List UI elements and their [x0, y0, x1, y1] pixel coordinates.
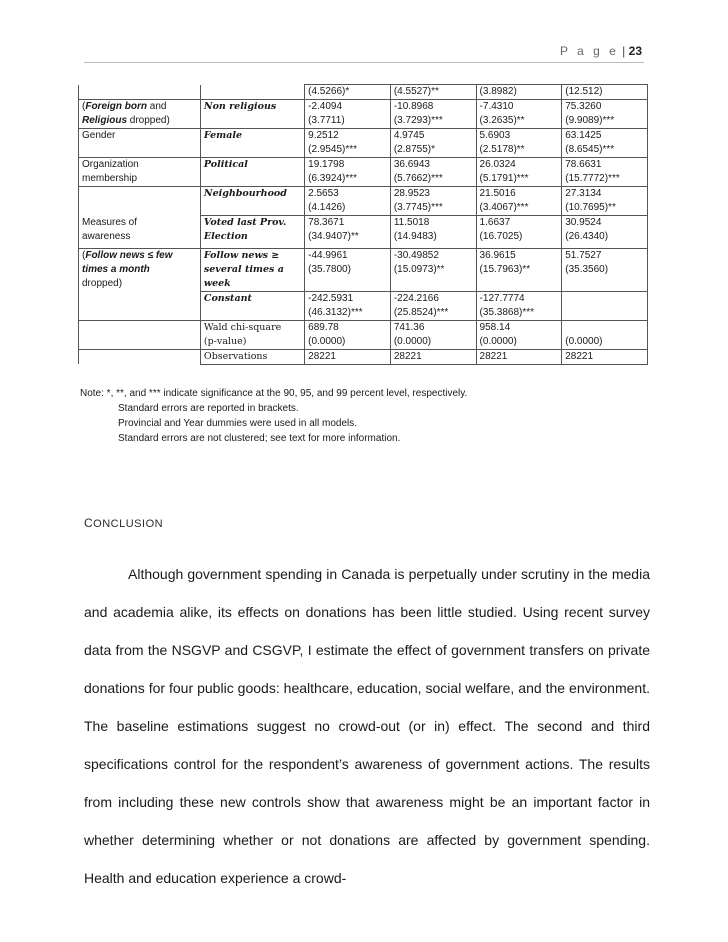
table-cell: 2.5653 (4.1426): [305, 187, 391, 216]
header-separator: |: [622, 44, 626, 58]
table-cell: -224.2166 (25.8524)***: [390, 291, 476, 320]
table-cell: Voted last Prov. Election: [200, 216, 304, 249]
table-cell: [562, 291, 648, 320]
table-cell: (3.8982): [476, 85, 562, 100]
table-cell: 26.0324 (5.1791)***: [476, 158, 562, 187]
table-row: [79, 187, 648, 216]
table-row: [79, 320, 648, 349]
table-cell: Non religious: [200, 100, 304, 129]
table-row: [79, 349, 648, 364]
note-line: Standard errors are reported in brackets.: [118, 403, 299, 414]
page-header: [560, 44, 642, 58]
table-cell: Measures of awareness: [79, 216, 201, 249]
table-cell: 689.78 (0.0000): [305, 320, 391, 349]
note-line: Standard errors are not clustered; see text for more information.: [118, 433, 401, 444]
page-number: 23: [628, 44, 642, 58]
table-cell: -127.7774 (35.3868)***: [476, 291, 562, 320]
section-heading: CONCLUSION: [84, 516, 164, 530]
table-cell: Female: [200, 129, 304, 158]
table-cell: [79, 187, 201, 216]
table-row: [79, 129, 648, 158]
table-row: [79, 291, 648, 320]
table-cell: [79, 349, 201, 364]
table-row: [79, 158, 648, 187]
table-cell: 28221: [390, 349, 476, 364]
table-cell: Neighbourhood: [200, 187, 304, 216]
table-cell: 78.3671 (34.9407)**: [305, 216, 391, 249]
table-cell: (4.5266)*: [305, 85, 391, 100]
table-cell: 5.6903 (2.5178)**: [476, 129, 562, 158]
note-line: Provincial and Year dummies were used in all models.: [118, 418, 358, 429]
table-cell: (12.512): [562, 85, 648, 100]
table-cell: 21.5016 (3.4067)***: [476, 187, 562, 216]
table-cell: 30.9524 (26.4340): [562, 216, 648, 249]
conclusion-paragraph: Although government spending in Canada is perpetually under scrutiny in the media and academia alike, its effects on donations has been little studied. Using recent survey data from the NSGVP and CSGVP, I estimate the effect of government transfers on private donations for four public goods: healthcare, education, social welfare, and the environment. The baseline estimations suggest no crowd-out (or in) effect. The second and third specifications control for the respondent’s awareness of government actions. The results from including these new controls show that awareness might be an important factor in whether determining whether or not donations are affected by government spending. Health and education experience a crowd-: [84, 566, 650, 886]
table-cell: -44.9961 (35.7800): [305, 248, 391, 291]
table-cell: 36.9615 (15.7963)**: [476, 248, 562, 291]
table-cell: (4.5527)**: [390, 85, 476, 100]
regression-table: [78, 84, 648, 365]
table-cell: [79, 320, 201, 349]
table-cell: Wald chi-square (p-value): [200, 320, 304, 349]
table-cell: 9.2512 (2.9545)***: [305, 129, 391, 158]
table-cell: 958.14 (0.0000): [476, 320, 562, 349]
table-cell: 28221: [562, 349, 648, 364]
table-cell: -242.5931 (46.3132)***: [305, 291, 391, 320]
table-cell: 27.3134 (10.7695)**: [562, 187, 648, 216]
table-cell: 63.1425 (8.6545)***: [562, 129, 648, 158]
table-notes: [80, 386, 467, 446]
table-cell: 741.36 (0.0000): [390, 320, 476, 349]
table-cell: 28.9523 (3.7745)***: [390, 187, 476, 216]
table-cell: Constant: [200, 291, 304, 320]
table-cell: [79, 291, 201, 320]
table-cell: -30.49852 (15.0973)**: [390, 248, 476, 291]
table-cell: (0.0000): [562, 320, 648, 349]
table-cell: 75.3260 (9.9089)***: [562, 100, 648, 129]
page-label: P a g e: [560, 44, 619, 58]
table-cell: -2.4094 (3.7711): [305, 100, 391, 129]
table-cell: Observations: [200, 349, 304, 364]
table-cell: (Follow news ≤ few times a month dropped): [79, 248, 201, 291]
table-cell: [200, 85, 304, 100]
table-cell: 1.6637 (16.7025): [476, 216, 562, 249]
table-row: [79, 85, 648, 100]
table-cell: [79, 85, 201, 100]
table-cell: Follow news ≥ several times a week: [200, 248, 304, 291]
table-row: [79, 248, 648, 291]
table-row: [79, 100, 648, 129]
table-cell: 28221: [305, 349, 391, 364]
note-line: Note: *, **, and *** indicate significance at the 90, 95, and 99 percent level, respectively.: [80, 388, 468, 399]
table-cell: -7.4310 (3.2635)**: [476, 100, 562, 129]
table-row: [79, 216, 648, 249]
table-cell: 28221: [476, 349, 562, 364]
table-cell: 51.7527 (35.3560): [562, 248, 648, 291]
table-cell: 78.6631 (15.7772)***: [562, 158, 648, 187]
table-cell: 4.9745 (2.8755)*: [390, 129, 476, 158]
table-cell: (Foreign born and Religious dropped): [79, 100, 201, 129]
table-cell: Organization membership: [79, 158, 201, 187]
table-cell: 36.6943 (5.7662)***: [390, 158, 476, 187]
table-cell: Political: [200, 158, 304, 187]
header-rule: [84, 62, 644, 63]
table-cell: -10.8968 (3.7293)***: [390, 100, 476, 129]
table-cell: 11.5018 (14.9483): [390, 216, 476, 249]
body-text: [84, 555, 650, 897]
table-cell: Gender: [79, 129, 201, 158]
table-cell: 19.1798 (6.3924)***: [305, 158, 391, 187]
